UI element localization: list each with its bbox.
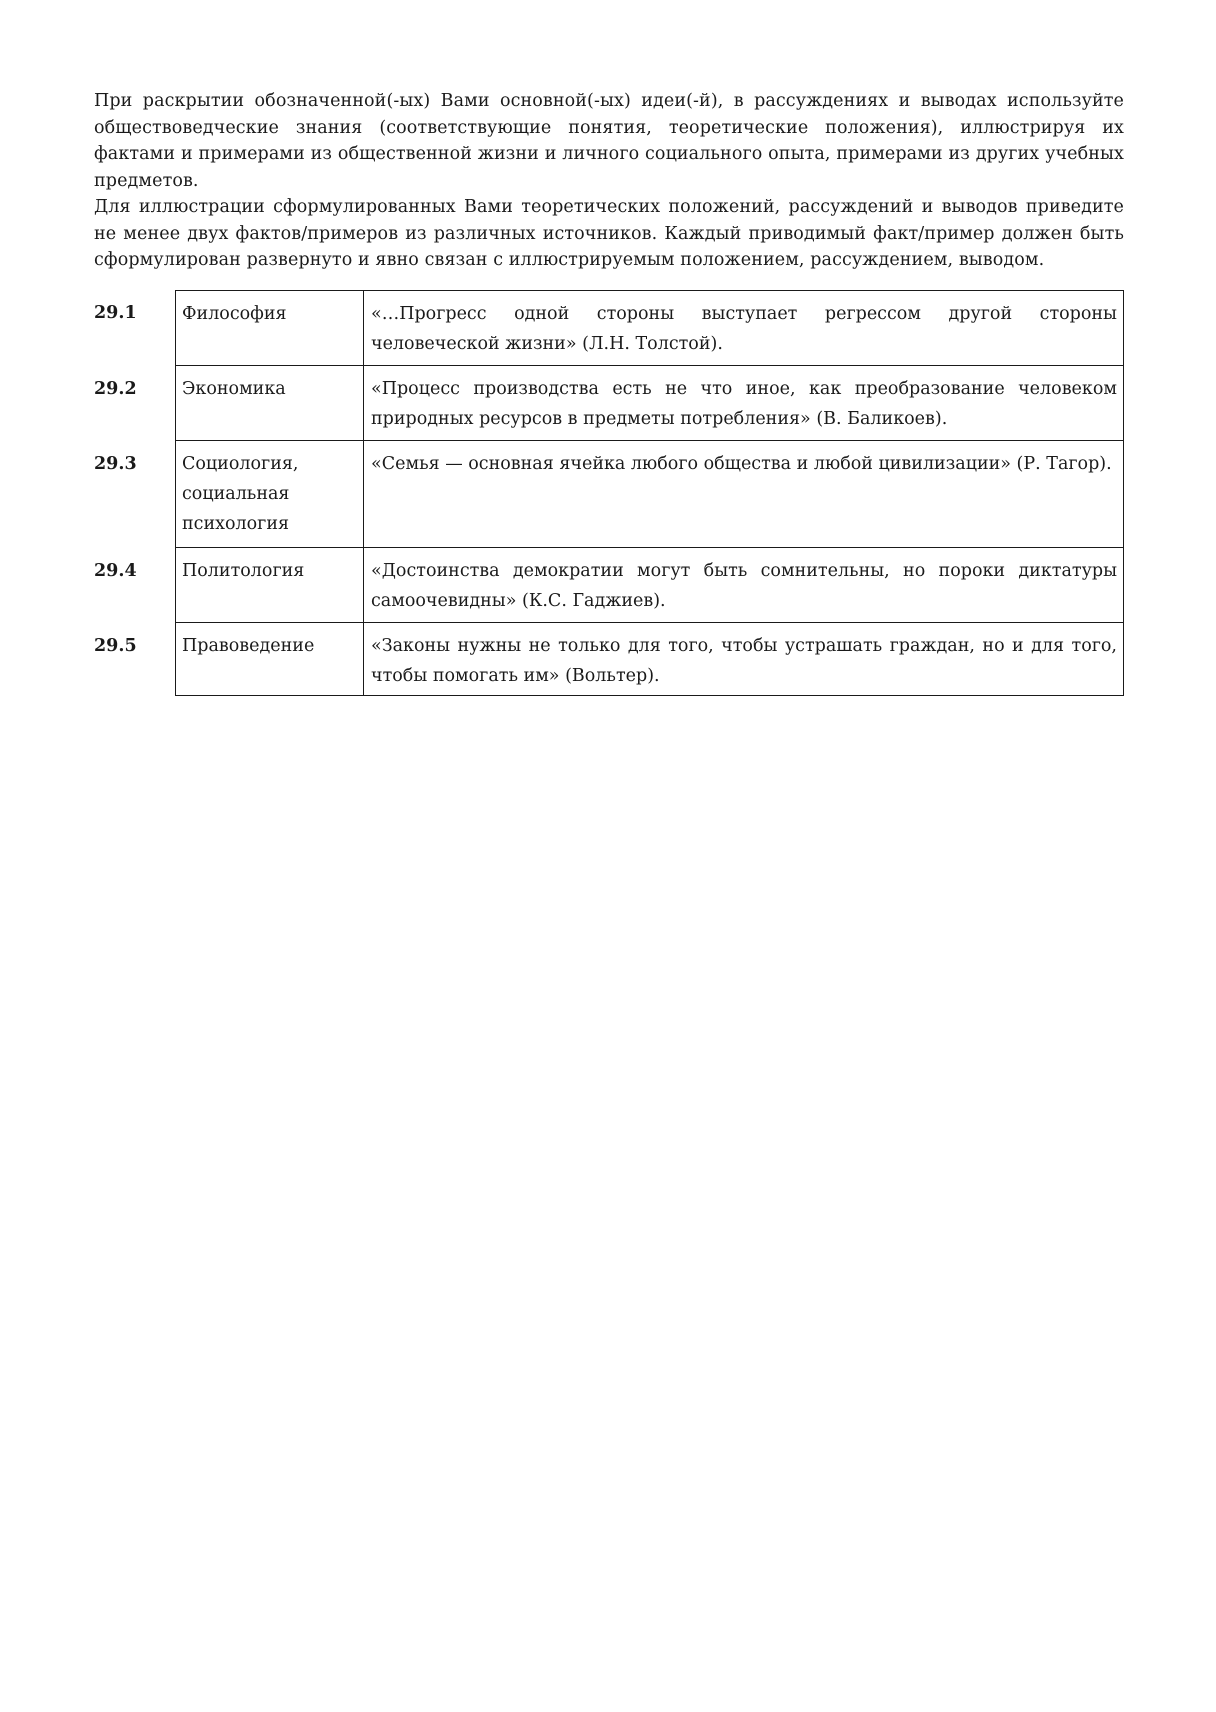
topic-cells — [175, 290, 1124, 366]
topic-quote: «Семья — основная ячейка любого общества и любой цивилизации» (Р. Тагор). — [371, 453, 1112, 474]
topic-quote: «Законы нужны не только для того, чтобы устрашать граждан, но и для того, чтобы помогать им» (Вольтер). — [371, 635, 1117, 686]
table-row — [94, 548, 1124, 623]
topic-cells — [175, 548, 1124, 623]
table-row — [94, 366, 1124, 441]
topic-number: 29.2 — [94, 378, 137, 399]
topic-cells — [175, 623, 1124, 696]
topic-cells — [175, 441, 1124, 548]
table-row — [94, 290, 1124, 366]
instructions-paragraph-2: Для иллюстрации сформулированных Вами теоретических положений, рассуждений и выводов приведите не менее двух фактов/примеров из различных источников. Каждый приводимый факт/пример должен быть сформулирован развернуто и явно связан с иллюстрируемым положением, рассуждением, выводом. — [94, 197, 1124, 270]
table-row — [94, 441, 1124, 548]
topic-number: 29.4 — [94, 560, 137, 581]
topic-number: 29.5 — [94, 635, 137, 656]
topic-quote: «…Прогресс одной стороны выступает регрессом другой стороны человеческой жизни» (Л.Н. Толстой). — [371, 303, 1117, 354]
topic-number: 29.3 — [94, 453, 137, 474]
topic-subject: Правоведение — [176, 623, 364, 695]
topic-subject: Политология — [176, 548, 364, 622]
topic-cells — [175, 366, 1124, 441]
topic-number: 29.1 — [94, 302, 137, 323]
topic-quote: «Процесс производства есть не что иное, как преобразование человеком природных ресурсов в предметы потребления» (В. Баликоев). — [371, 378, 1117, 429]
topic-quote: «Достоинства демократии могут быть сомнительны, но пороки диктатуры самоочевидны» (К.С. Гаджиев). — [371, 560, 1117, 611]
topic-subject: Социология, социальная психология — [176, 441, 364, 547]
essay-topics-table — [94, 290, 1124, 696]
instructions-paragraph-1: При раскрытии обозначенной(-ых) Вами основной(-ых) идеи(-й), в рассуждениях и выводах используйте обществоведческие знания (соответствующие понятия, теоретические положения), иллюстрируя их фактами и примерами из общественной жизни и личного социального опыта, примерами из других учебных предметов. — [94, 91, 1124, 191]
document-page — [94, 88, 1124, 696]
topic-subject: Экономика — [176, 366, 364, 440]
table-row — [94, 623, 1124, 696]
topic-subject: Философия — [176, 291, 364, 365]
